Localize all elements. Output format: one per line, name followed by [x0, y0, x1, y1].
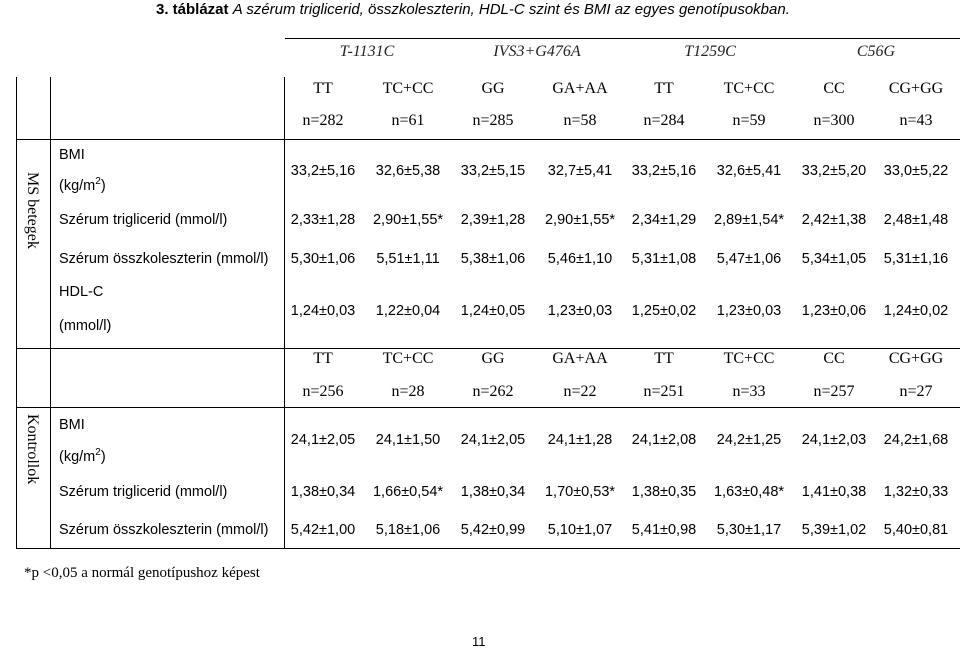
table-cell: 2,34±1,29: [631, 212, 697, 228]
table-cell: 33,0±5,22: [883, 163, 949, 179]
table-caption: [156, 0, 790, 20]
table-cell: 33,2±5,20: [801, 163, 867, 179]
row-label-unit: $(kg/m^2)$: [59, 176, 106, 194]
group-divider-rule: [50, 77, 51, 548]
genotype-header: GA+AA: [552, 80, 608, 97]
table-cell: 5,40±0,81: [883, 522, 949, 538]
group-label-ms: MS betegek: [24, 172, 41, 249]
n-header: n=61: [391, 112, 425, 129]
section-rule: [16, 348, 960, 349]
table-cell: 1,38±0,34: [460, 484, 526, 500]
table-cell: 32,6±5,38: [375, 163, 441, 179]
n-header: n=284: [643, 112, 685, 129]
gene-header: T1259C: [684, 43, 736, 60]
genotype-header: TT: [313, 350, 333, 367]
n-header: n=282: [302, 112, 344, 129]
genotype-header: TT: [654, 80, 674, 97]
table-cell: 5,41±0,98: [631, 522, 697, 538]
group-label-control: Kontrollok: [24, 414, 41, 485]
genotype-header: GG: [481, 350, 505, 367]
table-cell: 1,70±0,53*: [544, 484, 616, 500]
gene-header: C56G: [856, 43, 896, 60]
genotype-header: TC+CC: [723, 80, 775, 97]
n-header: n=256: [302, 383, 344, 400]
table-cell: 5,31±1,08: [631, 251, 697, 267]
table-cell: 1,24±0,05: [460, 303, 526, 319]
table-cell: 5,51±1,11: [376, 251, 440, 267]
n-header: n=58: [563, 112, 597, 129]
table-number: 3. táblázat: [156, 1, 229, 18]
n-header: n=257: [813, 383, 855, 400]
n-header: n=262: [472, 383, 514, 400]
table-cell: 24,1±2,08: [631, 432, 697, 448]
table-cell: 2,33±1,28: [290, 212, 356, 228]
table-cell: 5,30±1,06: [290, 251, 356, 267]
row-label: Szérum összkoleszterin (mmol/l): [59, 251, 269, 267]
table-cell: 33,2±5,15: [460, 163, 526, 179]
genotype-header: CC: [823, 80, 845, 97]
table-cell: 1,38±0,35: [631, 484, 697, 500]
footnote: *p <0,05 a normál genotípushoz képest: [24, 565, 260, 581]
table-cell: 33,2±5,16: [631, 163, 697, 179]
row-label: BMI: [59, 147, 85, 163]
ms-header-rule: [16, 139, 960, 140]
table-cell: 24,1±2,05: [460, 432, 526, 448]
genotype-header: TT: [313, 80, 333, 97]
table-cell: 24,1±2,05: [290, 432, 356, 448]
row-label: BMI: [59, 417, 85, 433]
genotype-header: TT: [654, 350, 674, 367]
table-cell: 33,2±5,16: [290, 163, 356, 179]
row-label: Szérum triglicerid (mmol/l): [59, 212, 228, 228]
table-cell: 5,46±1,10: [547, 251, 613, 267]
n-header: n=33: [732, 383, 766, 400]
n-header: n=28: [391, 383, 425, 400]
table-cell: 32,6±5,41: [716, 163, 782, 179]
row-label: Szérum triglicerid (mmol/l): [59, 484, 228, 500]
table-cell: 24,2±1,68: [883, 432, 949, 448]
n-header: n=43: [899, 112, 933, 129]
table-cell: 1,66±0,54*: [372, 484, 444, 500]
table-cell: 24,1±1,50: [375, 432, 441, 448]
bottom-rule: [16, 548, 960, 549]
row-label: HDL-C: [59, 284, 104, 300]
n-header: n=251: [643, 383, 685, 400]
table-cell: 5,31±1,16: [883, 251, 949, 267]
table-cell: 2,39±1,28: [460, 212, 526, 228]
genotype-header: TC+CC: [382, 80, 434, 97]
table-cell: 1,25±0,02: [631, 303, 697, 319]
n-header: n=27: [899, 383, 933, 400]
table-cell: 5,42±1,00: [290, 522, 356, 538]
table-cell: 2,48±1,48: [883, 212, 949, 228]
control-header-rule: [16, 407, 960, 408]
table-cell: 1,22±0,04: [375, 303, 441, 319]
label-divider-rule: [284, 77, 285, 548]
n-header: n=59: [732, 112, 766, 129]
table-cell: 1,23±0,03: [716, 303, 782, 319]
table-cell: 5,34±1,05: [801, 251, 867, 267]
gene-header: T-1131C: [339, 43, 395, 60]
table-cell: 1,24±0,03: [290, 303, 356, 319]
genotype-header: TC+CC: [723, 350, 775, 367]
table-cell: 24,1±2,03: [801, 432, 867, 448]
table-cell: 1,63±0,48*: [713, 484, 785, 500]
table-cell: 32,7±5,41: [547, 163, 613, 179]
table-cell: 24,2±1,25: [716, 432, 782, 448]
row-label: Szérum összkoleszterin (mmol/l): [59, 522, 269, 538]
genotype-header: CC: [823, 350, 845, 367]
table-cell: 1,23±0,06: [801, 303, 867, 319]
table-title: A szérum triglicerid, összkoleszterin, HDL-C szint és BMI az egyes genotípusokban.: [232, 1, 790, 18]
outer-left-rule: [16, 77, 17, 548]
n-header: n=22: [563, 383, 597, 400]
table-cell: 1,38±0,34: [290, 484, 356, 500]
row-label-unit: $(kg/m^2)$: [59, 447, 106, 465]
table-cell: 1,24±0,02: [883, 303, 949, 319]
n-header: n=300: [813, 112, 855, 129]
table-cell: 1,41±0,38: [801, 484, 867, 500]
genotype-header: TC+CC: [382, 350, 434, 367]
table-cell: 2,42±1,38: [801, 212, 867, 228]
page-number: 11: [472, 634, 486, 649]
table-cell: 1,32±0,33: [883, 484, 949, 500]
n-header: n=285: [472, 112, 514, 129]
table-cell: 24,1±1,28: [547, 432, 613, 448]
genotype-header: GA+AA: [552, 350, 608, 367]
table-cell: 5,39±1,02: [801, 522, 867, 538]
table-cell: 5,38±1,06: [460, 251, 526, 267]
genotype-header: CG+GG: [888, 350, 944, 367]
genotype-header: GG: [481, 80, 505, 97]
table-cell: 5,18±1,06: [375, 522, 441, 538]
genotype-header: CG+GG: [888, 80, 944, 97]
table-cell: 2,89±1,54*: [713, 212, 785, 228]
table-cell: 2,90±1,55*: [544, 212, 616, 228]
row-label-unit: (mmol/l): [59, 318, 112, 334]
top-rule: [285, 38, 960, 39]
table-cell: 5,42±0,99: [460, 522, 526, 538]
table-cell: 5,30±1,17: [716, 522, 782, 538]
table-cell: 1,23±0,03: [547, 303, 613, 319]
table-cell: 5,47±1,06: [716, 251, 782, 267]
table-cell: 5,10±1,07: [547, 522, 613, 538]
table-cell: 2,90±1,55*: [372, 212, 444, 228]
gene-header: IVS3+G476A: [493, 43, 581, 60]
